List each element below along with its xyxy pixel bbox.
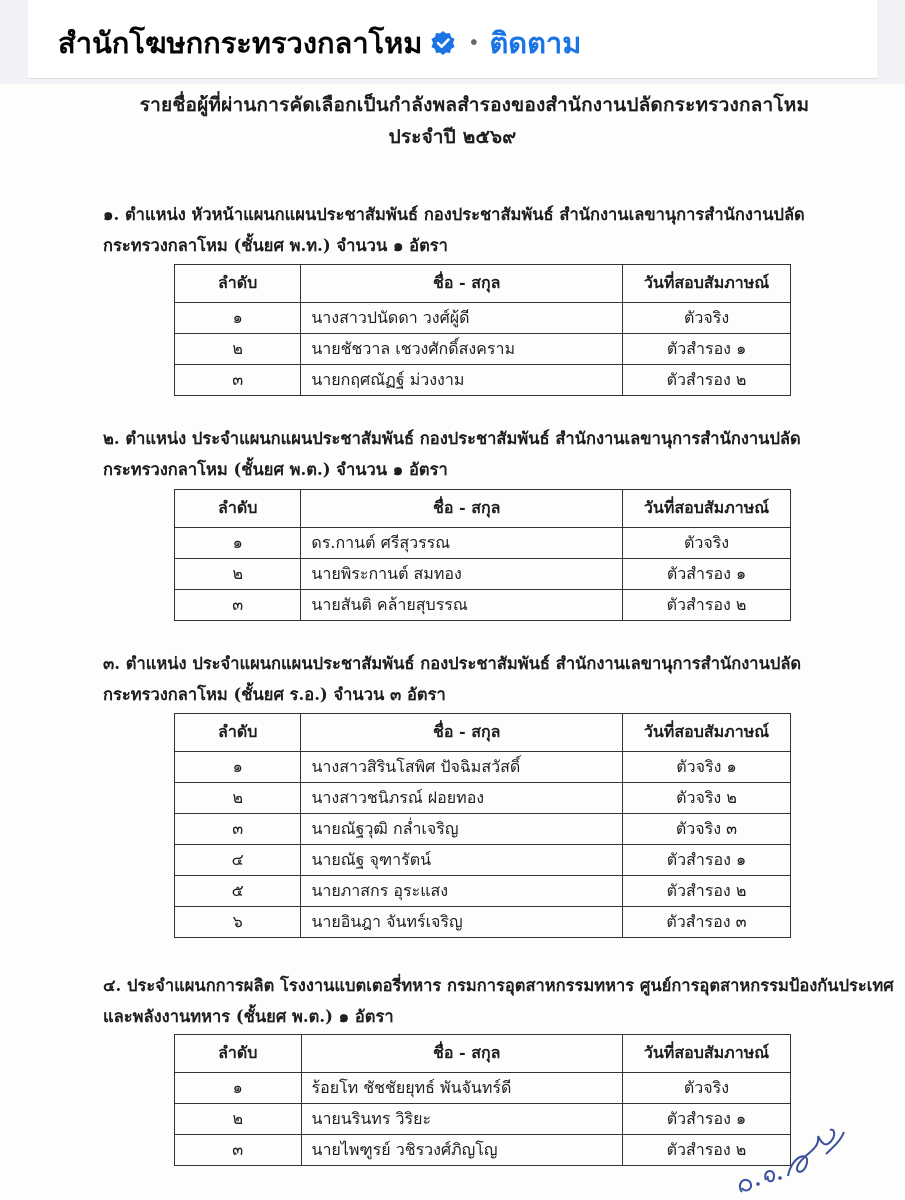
row-number: ๒ — [175, 559, 301, 590]
candidate-result: ตัวสำรอง ๑ — [622, 845, 790, 876]
row-number: ๓ — [175, 1135, 302, 1166]
table-row — [175, 559, 791, 590]
separator-dot: • — [470, 31, 478, 54]
section-heading-line: กระทรวงกลาโหม (ชั้นยศ พ.ท.) จำนวน ๑ อัตรา — [103, 236, 448, 255]
column-header: ชื่อ - สกุล — [301, 714, 623, 752]
table-row — [175, 752, 791, 783]
column-header: ลำดับ — [175, 714, 301, 752]
candidate-name: นายชัชวาล เชวงศักดิ์สงคราม — [301, 334, 623, 365]
table-row — [175, 783, 791, 814]
candidate-name: นายพิระกานต์ สมทอง — [301, 559, 623, 590]
column-header: วันที่สอบสัมภาษณ์ — [622, 1035, 790, 1073]
page-name-row — [58, 20, 581, 66]
table-header-row — [175, 490, 791, 528]
candidate-table — [174, 1034, 791, 1166]
candidate-result: ตัวสำรอง ๒ — [623, 590, 791, 621]
table-row — [175, 907, 791, 938]
column-header: ชื่อ - สกุล — [301, 1035, 622, 1073]
table-row — [175, 365, 791, 396]
candidate-result: ตัวสำรอง ๑ — [623, 559, 791, 590]
column-header: ลำดับ — [175, 1035, 302, 1073]
candidate-result: ตัวจริง — [622, 1073, 790, 1104]
candidate-result: ตัวสำรอง ๒ — [622, 1135, 790, 1166]
candidate-name: นางสาวชนิภรณ์ ฝอยทอง — [301, 783, 623, 814]
section-heading-line: กระทรวงกลาโหม (ชั้นยศ ร.อ.) จำนวน ๓ อัตรา — [103, 685, 446, 704]
page-name[interactable]: สำนักโฆษกกระทรวงกลาโหม — [58, 28, 423, 60]
column-header: ลำดับ — [175, 490, 301, 528]
candidate-result: ตัวสำรอง ๑ — [623, 334, 791, 365]
row-number: ๒ — [175, 783, 301, 814]
candidate-name: นายนรินทร วิริยะ — [301, 1104, 622, 1135]
candidate-name: นางสาวปนัดดา วงศ์ผู้ดี — [301, 303, 623, 334]
row-number: ๒ — [175, 1104, 302, 1135]
table-row — [175, 590, 791, 621]
candidate-result: ตัวจริง ๑ — [622, 752, 790, 783]
candidate-name: ร้อยโท ชัชชัยยุทธ์ พันจันทร์ดี — [301, 1073, 622, 1104]
section-heading-line: และพลังงานทหาร (ชั้นยศ พ.ต.) ๑ อัตรา — [103, 1007, 394, 1026]
document-title: รายชื่อผู้ที่ผ่านการคัดเลือกเป็นกำลังพลสำรองของสำนักงานปลัดกระทรวงกลาโหม — [139, 94, 810, 116]
table-header-row — [175, 1035, 791, 1073]
row-number: ๓ — [175, 590, 301, 621]
table-row — [175, 303, 791, 334]
candidate-table — [174, 489, 791, 621]
candidate-table — [174, 713, 791, 938]
candidate-result: ตัวสำรอง ๑ — [622, 1104, 790, 1135]
table-row — [175, 1073, 791, 1104]
row-number: ๑ — [175, 528, 301, 559]
table-row — [175, 845, 791, 876]
row-number: ๒ — [175, 334, 301, 365]
section-heading — [103, 423, 843, 485]
row-number: ๑ — [175, 1073, 302, 1104]
follow-button[interactable]: ติดตาม — [489, 28, 582, 60]
candidate-result: ตัวสำรอง ๒ — [622, 876, 790, 907]
section-heading — [103, 970, 894, 1032]
column-header: ลำดับ — [175, 265, 301, 303]
post-header-card — [28, 0, 877, 79]
post-header — [0, 0, 905, 84]
candidate-result: ตัวจริง — [623, 528, 791, 559]
candidate-name: นายสันติ คล้ายสุบรรณ — [301, 590, 623, 621]
row-number: ๑ — [175, 752, 301, 783]
candidate-result: ตัวสำรอง ๒ — [623, 365, 791, 396]
candidate-name: นายณัฐ จุฑารัตน์ — [301, 845, 623, 876]
row-number: ๔ — [175, 845, 301, 876]
candidate-name: นายไพฑูรย์ วชิรวงศ์ภิญโญ — [301, 1135, 622, 1166]
candidate-result: ตัวจริง — [623, 303, 791, 334]
column-header: วันที่สอบสัมภาษณ์ — [623, 265, 791, 303]
verified-badge-icon — [430, 30, 456, 56]
table-row — [175, 814, 791, 845]
candidate-name: ดร.กานต์ ศรีสุวรรณ — [301, 528, 623, 559]
candidate-name: นายอินฎา จันทร์เจริญ — [301, 907, 623, 938]
section-heading — [103, 199, 843, 261]
table-row — [175, 876, 791, 907]
column-header: วันที่สอบสัมภาษณ์ — [622, 714, 790, 752]
section-heading — [103, 648, 843, 710]
row-number: ๕ — [175, 876, 301, 907]
section-heading-line: ๔. ประจำแผนกการผลิต โรงงานแบตเตอรี่ทหาร กรมการอุตสาหกรรมทหาร ศูนย์การอุตสาหกรรมป้องกันประเทศ — [103, 976, 894, 995]
candidate-result: ตัวจริง ๓ — [622, 814, 790, 845]
document-subtitle: ประจำปี ๒๕๖๙ — [388, 126, 517, 148]
table-header-row — [175, 714, 791, 752]
candidate-result: ตัวสำรอง ๓ — [622, 907, 790, 938]
table-row — [175, 528, 791, 559]
candidate-name: นางสาวสิรินโสพิศ ปัจฉิมสวัสดิ์ — [301, 752, 623, 783]
table-row — [175, 334, 791, 365]
candidate-table — [174, 264, 791, 396]
column-header: ชื่อ - สกุล — [301, 490, 623, 528]
handwritten-signature — [722, 1114, 852, 1200]
table-header-row — [175, 265, 791, 303]
section-heading-line: ๒. ตำแหน่ง ประจำแผนกแผนประชาสัมพันธ์ กองประชาสัมพันธ์ สำนักงานเลขานุการสำนักงานปลัด — [103, 429, 801, 448]
section-heading-line: กระทรวงกลาโหม (ชั้นยศ พ.ต.) จำนวน ๑ อัตรา — [103, 460, 448, 479]
row-number: ๓ — [175, 814, 301, 845]
section-heading-line: ๓. ตำแหน่ง ประจำแผนกแผนประชาสัมพันธ์ กองประชาสัมพันธ์ สำนักงานเลขานุการสำนักงานปลัด — [103, 654, 802, 673]
candidate-name: นายกฤศณัฏฐ์ ม่วงงาม — [301, 365, 623, 396]
candidate-name: นายภาสกร อุระแสง — [301, 876, 623, 907]
row-number: ๑ — [175, 303, 301, 334]
table-row — [175, 1104, 791, 1135]
column-header: วันที่สอบสัมภาษณ์ — [623, 490, 791, 528]
candidate-name: นายณัฐวุฒิ กล่ำเจริญ — [301, 814, 623, 845]
section-heading-line: ๑. ตำแหน่ง หัวหน้าแผนกแผนประชาสัมพันธ์ กองประชาสัมพันธ์ สำนักงานเลขานุการสำนักงานปลัด — [103, 205, 805, 224]
column-header: ชื่อ - สกุล — [301, 265, 623, 303]
document-image — [0, 84, 905, 1200]
row-number: ๓ — [175, 365, 301, 396]
table-row — [175, 1135, 791, 1166]
row-number: ๖ — [175, 907, 301, 938]
candidate-result: ตัวจริง ๒ — [622, 783, 790, 814]
